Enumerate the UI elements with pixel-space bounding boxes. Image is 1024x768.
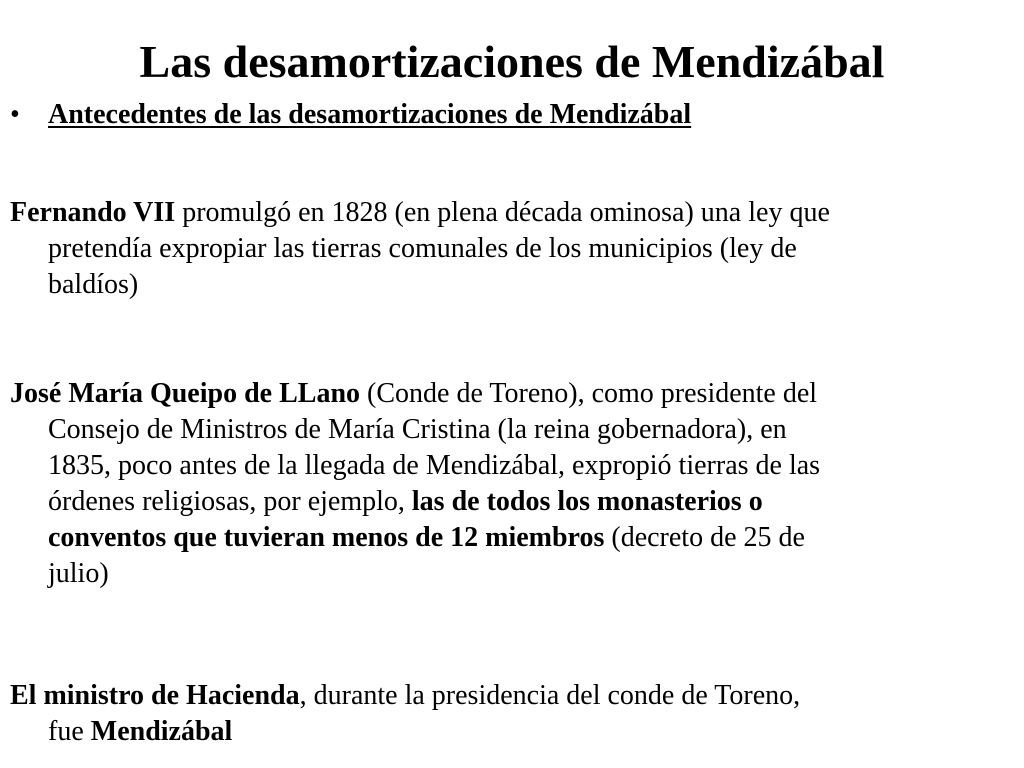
paragraph-line: pretendía expropiar las tierras comunales de los municipios (ley de xyxy=(48,233,797,264)
paragraph-line: Consejo de Ministros de María Cristina (la reina gobernadora), en xyxy=(48,414,787,445)
paragraph-line: baldíos) xyxy=(48,269,139,300)
paragraph-line xyxy=(10,484,1014,520)
paragraph-conde-de-toreno xyxy=(10,376,1014,592)
bullet-icon: • xyxy=(10,99,20,130)
paragraph-line xyxy=(10,714,1014,750)
paragraph-text: fue xyxy=(48,716,91,747)
bullet-item xyxy=(10,97,691,133)
bold-term: las de todos los monasterios o xyxy=(411,486,763,517)
paragraph-ministro-hacienda xyxy=(10,678,1014,750)
paragraph-line xyxy=(10,195,1014,231)
bullet-heading: Antecedentes de las desamortizaciones de Mendizábal xyxy=(48,99,692,130)
bold-term: Fernando VII xyxy=(10,197,176,228)
paragraph-line xyxy=(10,376,1014,412)
slide-title: Las desamortizaciones de Mendizábal xyxy=(139,36,885,87)
paragraph-text: órdenes religiosas, por ejemplo, xyxy=(48,486,412,517)
paragraph-text: promulgó en 1828 (en plena década ominosa) una ley que xyxy=(175,197,830,228)
paragraph-line xyxy=(10,678,1014,714)
bold-term: José María Queipo de LLano xyxy=(10,378,361,409)
paragraph-text: , durante la presidencia del conde de Toreno, xyxy=(299,680,801,711)
paragraph-text: (Conde de Toreno), como presidente del xyxy=(360,378,818,409)
paragraph-line: 1835, poco antes de la llegada de Mendizábal, expropió tierras de las xyxy=(48,450,821,481)
paragraph-line xyxy=(10,520,1014,556)
bold-term: Mendizábal xyxy=(90,716,233,747)
bold-term: conventos que tuvieran menos de 12 miembros xyxy=(48,522,605,553)
paragraph-text: (decreto de 25 de xyxy=(604,522,805,553)
paragraph-fernando-vii xyxy=(10,195,1014,303)
paragraph-line: julio) xyxy=(48,558,109,589)
bold-term: El ministro de Hacienda xyxy=(10,680,300,711)
